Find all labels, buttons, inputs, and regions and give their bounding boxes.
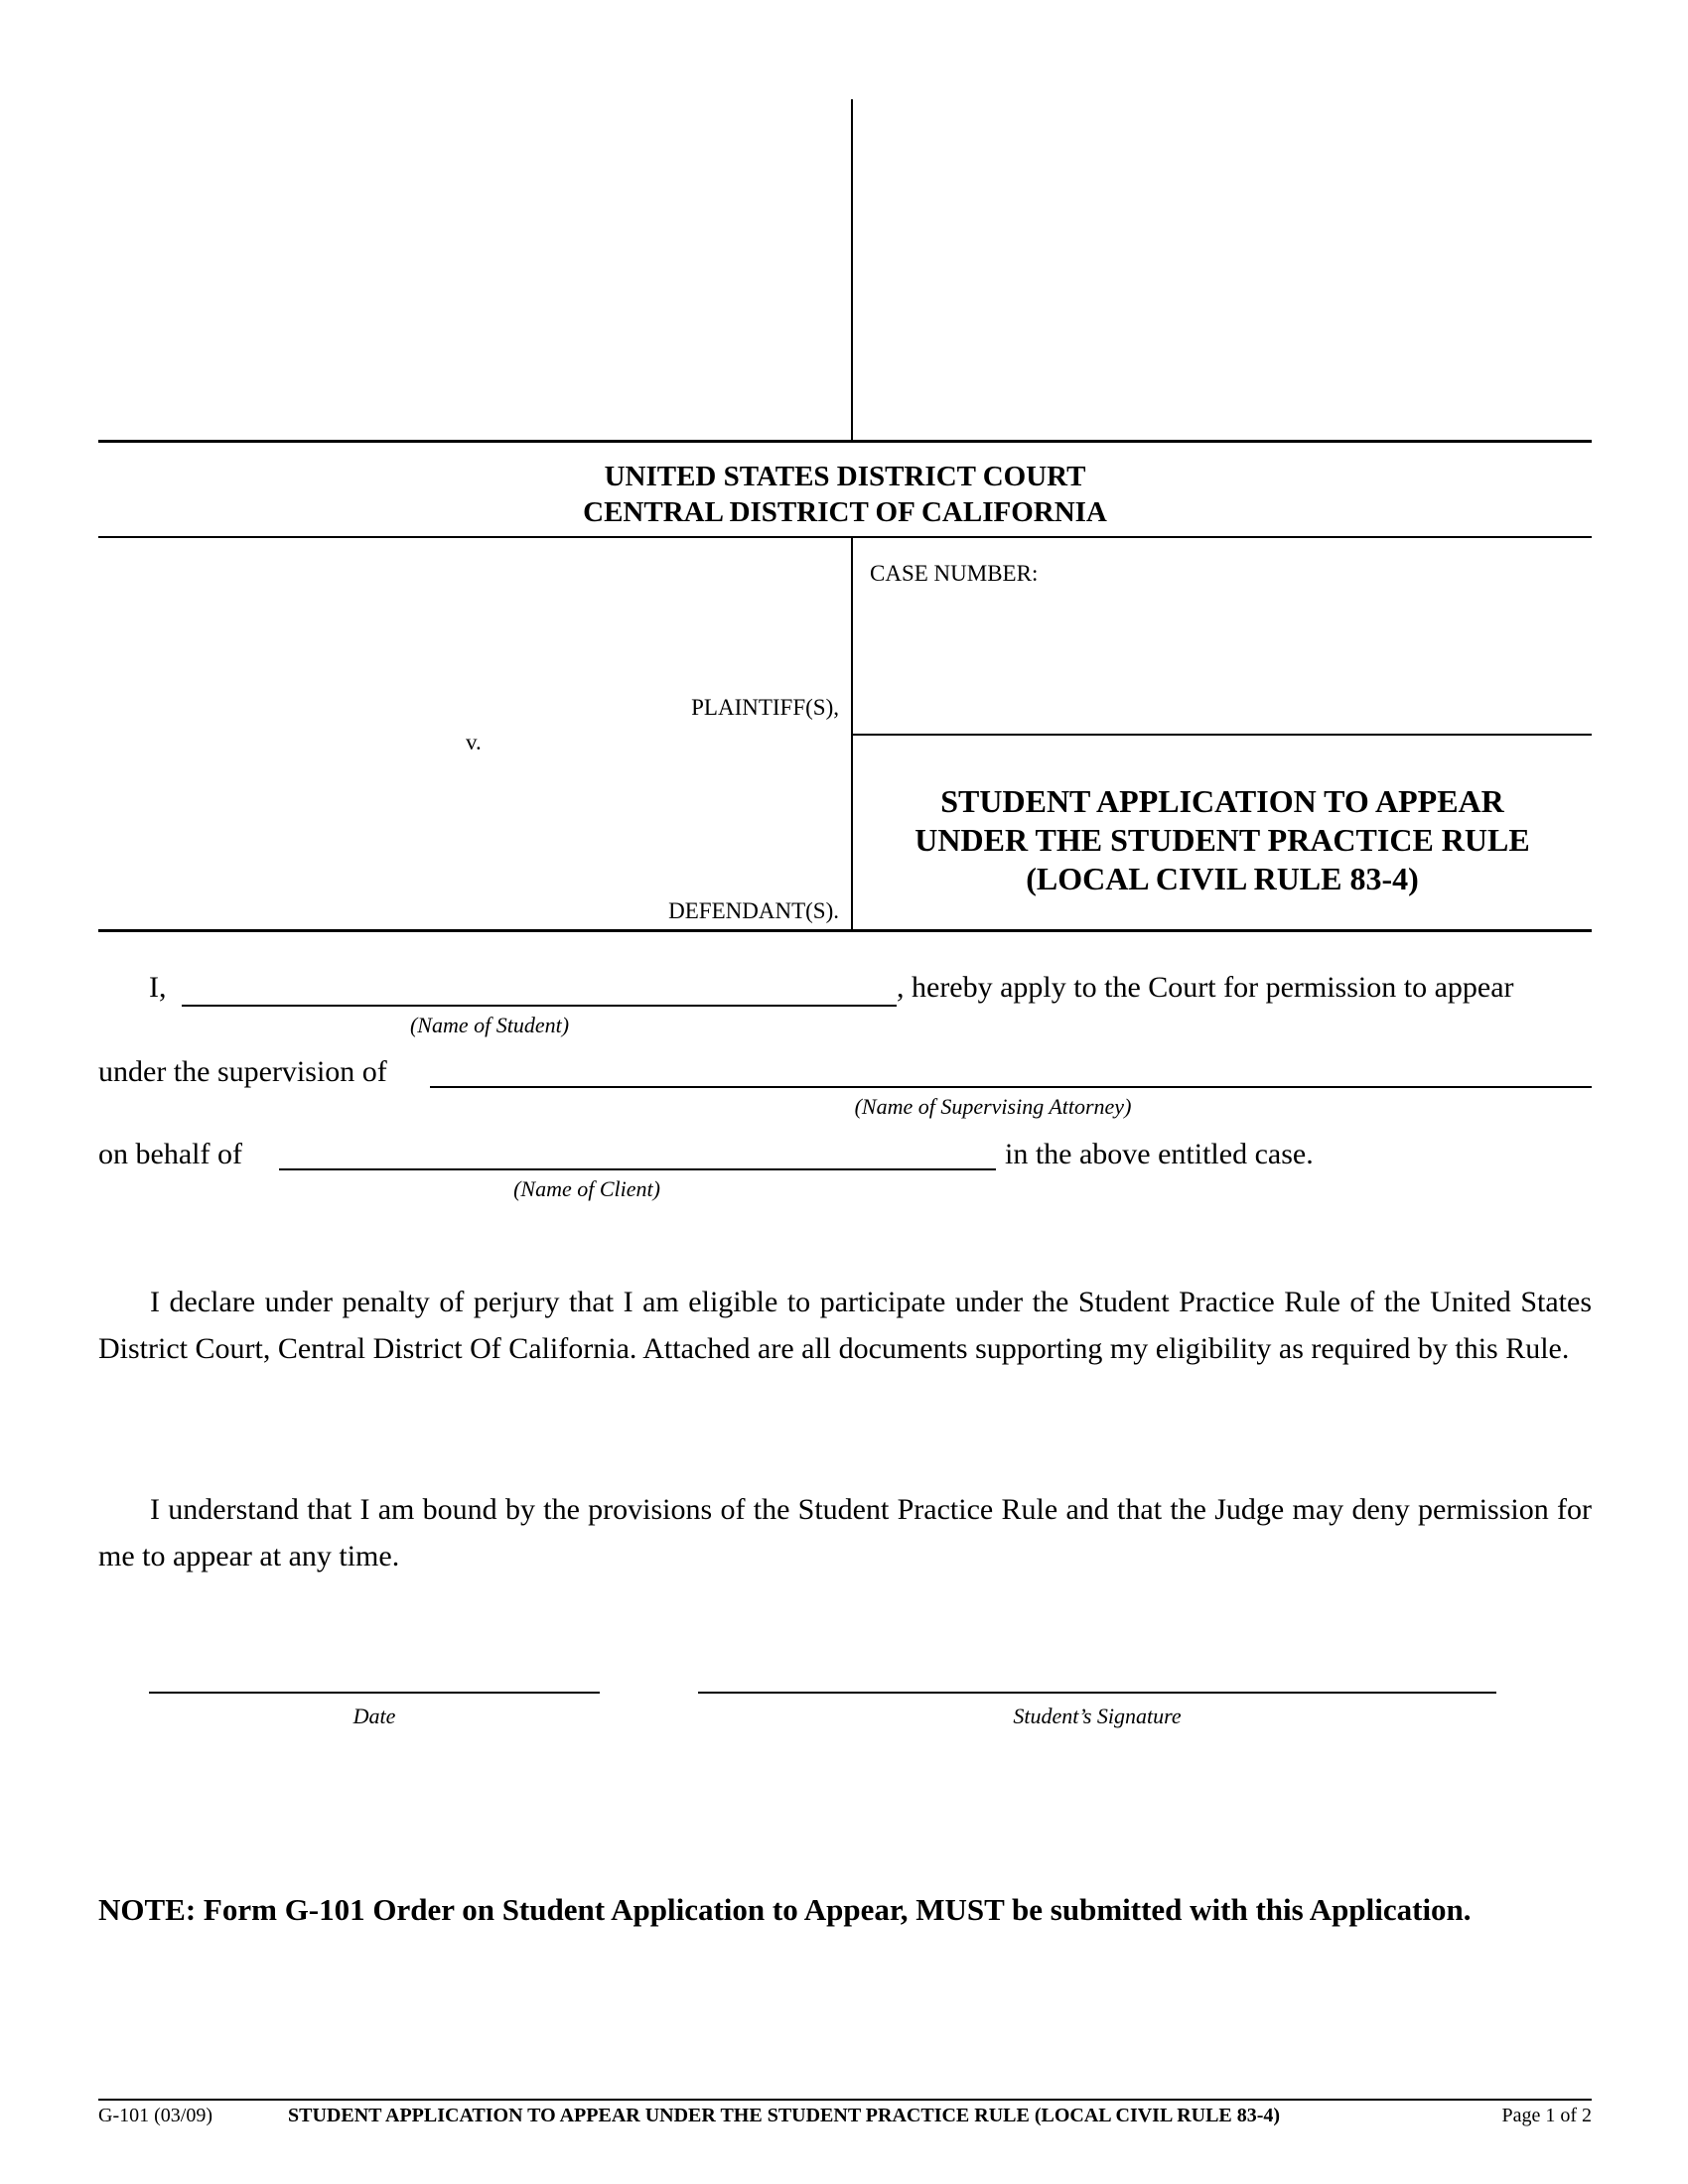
plaintiff-label: PLAINTIFF(S), — [691, 695, 839, 720]
student-name-caption: (Name of Student) — [409, 1013, 570, 1037]
submission-note: NOTE: Form G-101 Order on Student Application to Appear, MUST be submitted with this Application. — [98, 1892, 1472, 1927]
supervision-label: under the supervision of — [98, 1055, 387, 1088]
date-field[interactable] — [149, 1692, 600, 1694]
form-title-line3: (LOCAL CIVIL RULE 83-4) — [1026, 861, 1419, 896]
student-lead-in: I, — [149, 971, 167, 1004]
signature-caption: Student’s Signature — [1013, 1704, 1182, 1728]
court-bottom-rule — [98, 536, 1592, 538]
supervising-attorney-field[interactable] — [430, 1086, 1592, 1088]
footer-title: STUDENT APPLICATION TO APPEAR UNDER THE STUDENT PRACTICE RULE (LOCAL CIVIL RULE 83-4) — [288, 2105, 1281, 2126]
behalf-suffix: in the above entitled case. — [1005, 1138, 1314, 1170]
header-bottom-rule — [98, 440, 1592, 443]
footer-form-id: G-101 (03/09) — [98, 2105, 212, 2126]
caption-bottom-rule — [98, 929, 1592, 932]
versus-label: v. — [466, 730, 482, 754]
attorney-caption: (Name of Supervising Attorney) — [854, 1094, 1132, 1119]
footer-rule — [98, 2099, 1592, 2101]
form-title-line1: STUDENT APPLICATION TO APPEAR — [940, 783, 1504, 819]
form-title-line2: UNDER THE STUDENT PRACTICE RULE — [914, 822, 1530, 858]
case-number-rule — [851, 734, 1592, 736]
court-name-line1: UNITED STATES DISTRICT COURT — [604, 461, 1086, 492]
case-number-label: CASE NUMBER: — [870, 561, 1039, 586]
understanding-paragraph: I understand that I am bound by the provisions of the Student Practice Rule and that the Judge may deny permission for me to appear at any time. — [98, 1493, 1592, 1572]
footer-page: Page 1 of 2 — [1501, 2105, 1592, 2126]
behalf-label: on behalf of — [98, 1138, 242, 1170]
client-name-field[interactable] — [279, 1168, 996, 1170]
student-name-field[interactable] — [182, 1005, 897, 1007]
defendant-label: DEFENDANT(S). — [668, 898, 839, 923]
date-caption: Date — [352, 1704, 396, 1728]
student-suffix: , hereby apply to the Court for permission to appear — [897, 971, 1514, 1004]
declaration-paragraph: I declare under penalty of perjury that I am eligible to participate under the Student Practice Rule of the United States District Court, Central District Of California. Attached are all documents supporting my eligibility as required by this Rule. — [98, 1286, 1592, 1365]
header-divider — [851, 99, 853, 440]
court-name — [98, 459, 1592, 530]
client-caption: (Name of Client) — [513, 1176, 660, 1201]
court-name-line2: CENTRAL DISTRICT OF CALIFORNIA — [583, 496, 1107, 528]
form-title — [853, 782, 1592, 898]
student-signature-field[interactable] — [698, 1692, 1496, 1694]
